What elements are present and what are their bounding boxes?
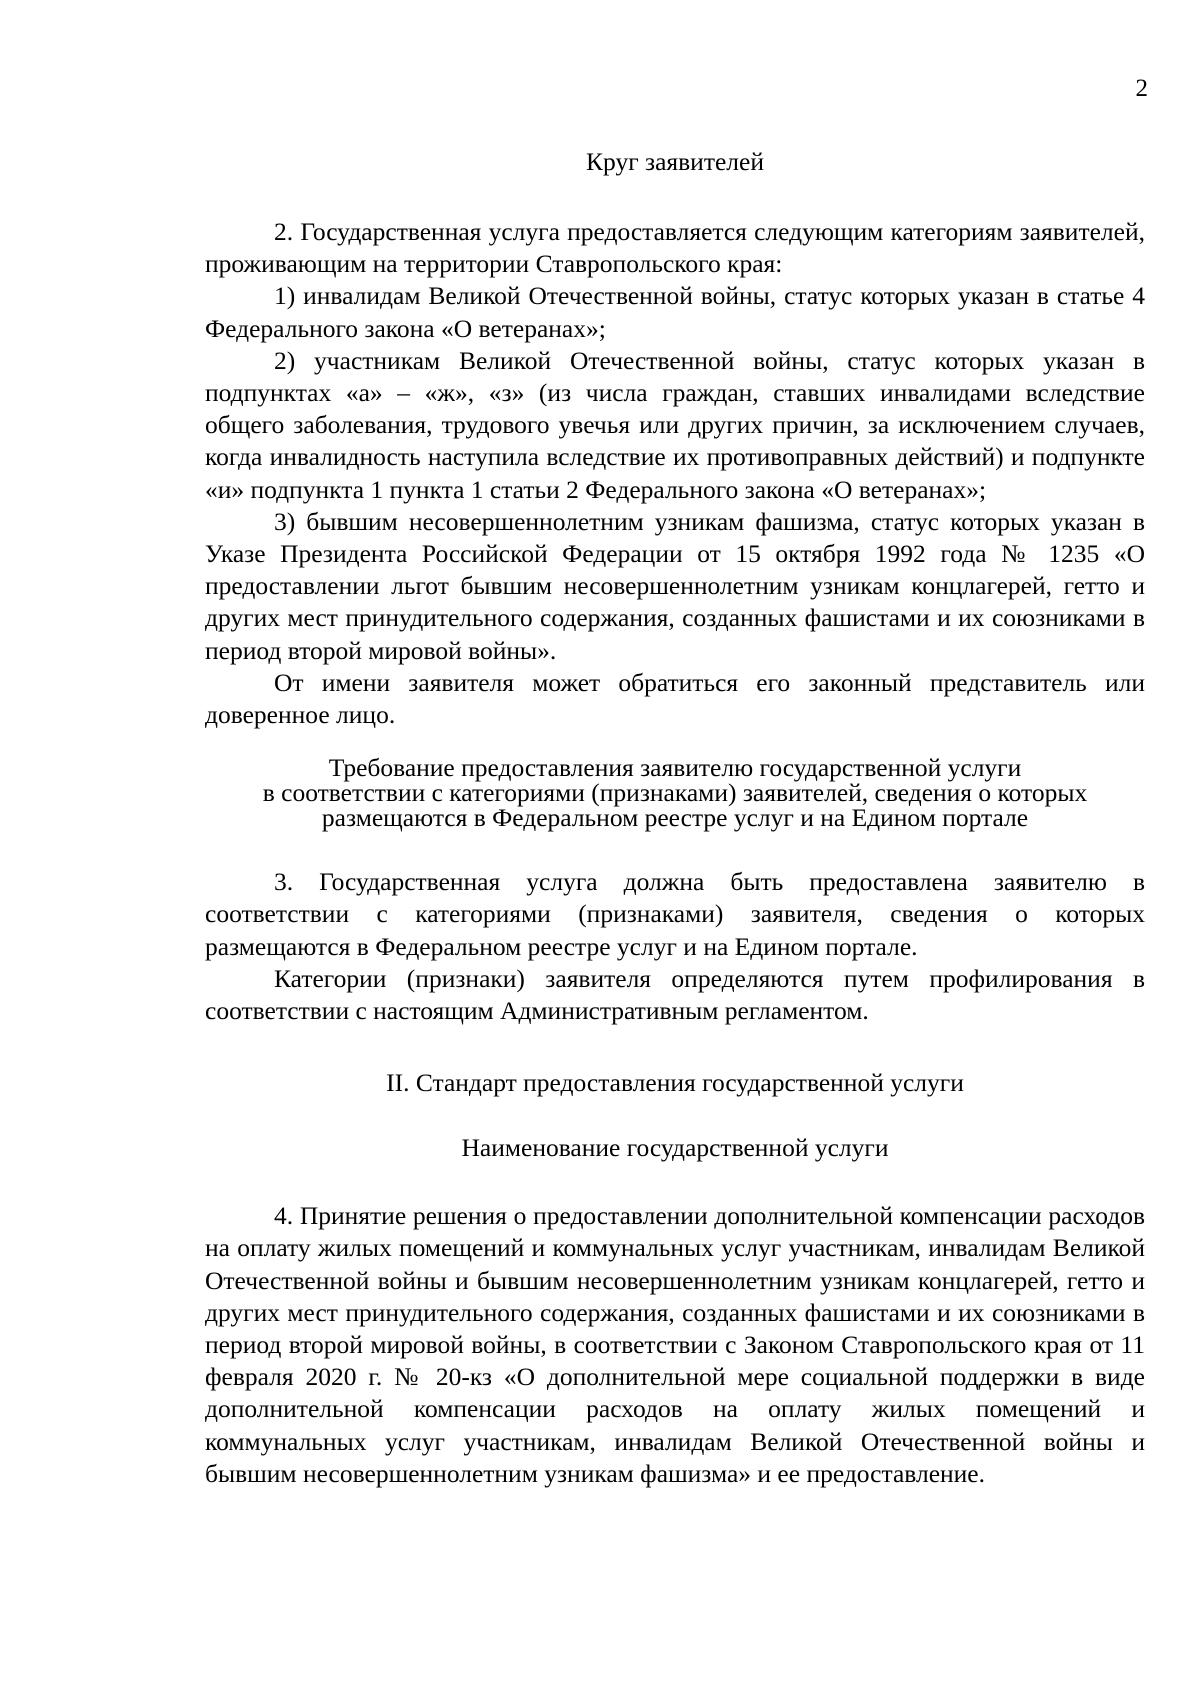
requirement-heading-line-3: размещаются в Федеральном реестре услуг и на Едином портале [321,803,1029,833]
paragraph-2-item-2: 2) участникам Великой Отечественной войны, статус которых указан в подпунктах «а» – «ж», «з» (из числа граждан, ставших инвалидами вследствие общего заболевания, трудового увечья или других причин, за исключением случаев, когда инвалидность наступила вследствие их противоправных действий) и подпункте «и» подпункта 1 пункта 1 статьи 2 Федерального закона «О ветеранах»; [205,345,1145,504]
applicants-heading: Круг заявителей [586,147,764,176]
requirement-heading [205,753,1145,833]
page-number: 2 [1135,75,1148,102]
requirement-heading-line-2: в соответствии с категориями (признаками) заявителей, сведения о которых [262,778,1088,808]
paragraph-3: 3. Государственная услуга должна быть предоставлена заявителю в соответствии с категориями (признаками) заявителя, сведения о которых размещаются в Федеральном реестре услуг и на Едином портале. [205,867,1145,961]
service-name-heading: Наименование государственной услуги [461,1133,889,1163]
section-ii-title: II. Стандарт предоставления государственной услуги [386,1068,964,1098]
paragraph-2-item-3: 3) бывшим несовершеннолетним узникам фашизма, статус которых указан в Указе Президента Российской Федерации от 15 октября 1992 года № 1235 «О предоставлении льгот бывшим несовершеннолетним узникам концлагерей, гетто и других мест принудительного содержания, созданных фашистами и их союзниками в период второй мировой войны». [205,506,1145,665]
paragraph-representative: От имени заявителя может обратиться его законный представитель или доверенное лицо. [205,667,1145,730]
paragraph-4: 4. Принятие решения о предоставлении дополнительной компенсации расходов на оплату жилых помещений и коммунальных услуг участникам, инвалидам Великой Отечественной войны и бывшим несовершеннолетним узникам концлагерей, гетто и других мест принудительного содержания, созданных фашистами и их союзниками в период второй мировой войны, в соответствии с Законом Ставропольского края от 11 февраля 2020 г. № 20-кз «О дополнительной мере социальной поддержки в виде дополнительной компенсации расходов на оплату жилых помещений и коммунальных услуг участникам, инвалидам Великой Отечественной войны и бывшим несовершеннолетним узникам фашизма» и ее предоставление. [205,1201,1145,1488]
paragraph-categories: Категории (признаки) заявителя определяются путем профилирования в соответствии с настоящим Административным регламентом. [205,963,1145,1026]
paragraph-2: 2. Государственная услуга предоставляется следующим категориям заявителей, проживающим на территории Ставропольского края: [205,217,1145,279]
requirement-heading-line-1: Требование предоставления заявителю государственной услуги [328,753,1022,783]
paragraph-2-item-1: 1) инвалидам Великой Отечественной войны, статус которых указан в статье 4 Федерального закона «О ветеранах»; [205,281,1145,343]
document-body [205,146,1145,1490]
